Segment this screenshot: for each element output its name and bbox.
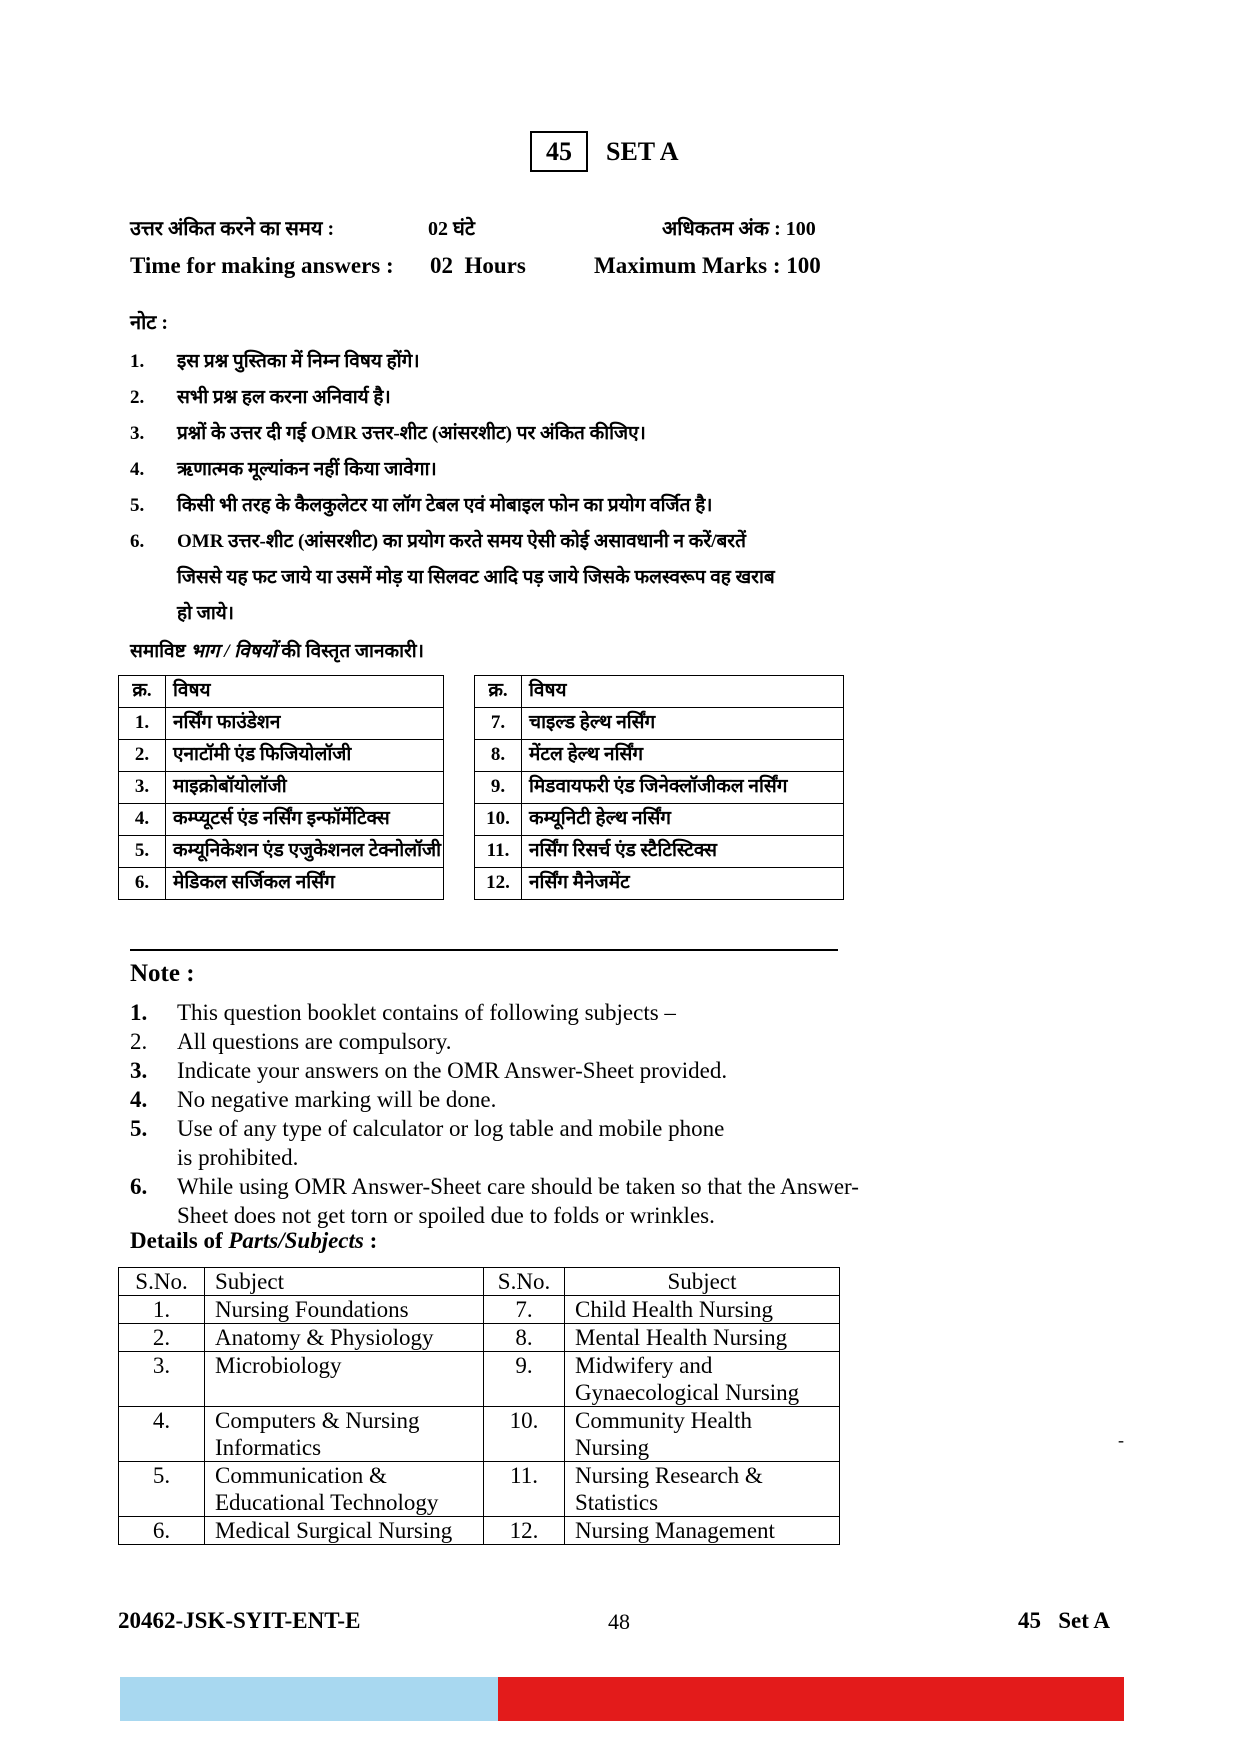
set-number-box	[530, 131, 588, 172]
time-label-english: Time for making answers :	[130, 253, 394, 278]
table-row: 3. माइक्रोबॉयोलॉजी 9. मिडवायफरी एंड जिनेक्लॉजीकल नर्सिंग	[119, 772, 844, 804]
list-item: 4. No negative marking will be done.	[130, 1087, 497, 1112]
table-row: 2. एनाटॉमी एंड फिजियोलॉजी 8. मेंटल हेल्थ नर्सिंग	[119, 740, 844, 772]
english-note-title: Note :	[130, 960, 195, 987]
table-row: 1. Nursing Foundations 7. Child Health Nursing	[119, 1296, 840, 1324]
hindi-details-heading: समाविष्ट भाग / विषयों की विस्तृत जानकारी।	[130, 641, 424, 662]
page-number: 48	[608, 1609, 630, 1634]
list-item: 5. किसी भी तरह के कैलकुलेटर या लॉग टेबल एवं मोबाइल फोन का प्रयोग वर्जित है।	[130, 495, 713, 516]
list-item: 6. While using OMR Answer-Sheet care should be taken so that the Answer-Sheet does not get torn or spoiled due to folds or wrinkles.	[130, 1174, 859, 1228]
list-item: 2. All questions are compulsory.	[130, 1029, 452, 1054]
table-row: 5. Communication & Educational Technology 11. Nursing Research & Statistics	[119, 1462, 840, 1517]
section-divider	[130, 949, 838, 951]
footer-set: 45 Set A	[1018, 1608, 1110, 1633]
english-subject-table	[118, 1267, 840, 1545]
max-marks-hindi: अधिकतम अंक : 100	[662, 218, 816, 240]
table-row: 1. नर्सिंग फाउंडेशन 7. चाइल्ड हेल्थ नर्सिंग	[119, 708, 844, 740]
time-value-hindi: 02 घंटे	[428, 218, 475, 240]
max-marks-english: Maximum Marks : 100	[594, 253, 821, 278]
footer-color-bar-blue	[120, 1677, 498, 1721]
list-item: 2. सभी प्रश्न हल करना अनिवार्य है।	[130, 387, 391, 408]
list-item: 6. OMR उत्तर-शीट (आंसरशीट) का प्रयोग करते समय ऐसी कोई असावधानी न करें/बरतें जिससे यह फट जाये या उसमें मोड़ या सिलवट आदि पड़ जाये जिसके फलस्वरूप वह खराब हो जाये।	[130, 531, 775, 624]
time-value-english: 02 Hours	[430, 253, 526, 278]
english-details-heading: Details of Parts/Subjects :	[130, 1228, 378, 1253]
table-row: 2. Anatomy & Physiology 8. Mental Health Nursing	[119, 1324, 840, 1352]
english-note-list	[130, 998, 890, 1230]
list-item: 3. Indicate your answers on the OMR Answer-Sheet provided.	[130, 1058, 728, 1083]
list-item: 1. इस प्रश्न पुस्तिका में निम्न विषय होंगे।	[130, 351, 420, 372]
list-item: 3. प्रश्नों के उत्तर दी गई OMR उत्तर-शीट (आंसरशीट) पर अंकित कीजिए।	[130, 423, 646, 444]
hindi-subject-table	[118, 675, 844, 900]
table-row: 3. Microbiology 9. Midwifery and Gynaecological Nursing	[119, 1352, 840, 1407]
list-item: 4. ऋणात्मक मूल्यांकन नहीं किया जावेगा।	[130, 459, 437, 480]
stray-mark: -	[1118, 1430, 1124, 1450]
table-row: 5. कम्यूनिकेशन एंड एजुकेशनल टेक्नोलॉजी 11. नर्सिंग रिसर्च एंड स्टैटिस्टिक्स	[119, 836, 844, 868]
table-header-row: S.No. Subject S.No. Subject	[119, 1268, 840, 1296]
table-header-row: क्र. विषय क्र. विषय	[119, 676, 844, 708]
table-row: 4. Computers & Nursing Informatics 10. Community Health Nursing	[119, 1407, 840, 1462]
hindi-note-title: नोट :	[130, 312, 169, 334]
footer-code: 20462-JSK-SYIT-ENT-E	[118, 1608, 361, 1633]
time-label-hindi: उत्तर अंकित करने का समय :	[130, 218, 335, 240]
table-row: 6. मेडिकल सर्जिकल नर्सिंग 12. नर्सिंग मैनेजमेंट	[119, 868, 844, 900]
table-row: 4. कम्प्यूटर्स एंड नर्सिंग इन्फॉर्मेटिक्स 10. कम्यूनिटी हेल्थ नर्सिंग	[119, 804, 844, 836]
hindi-note-list	[130, 344, 850, 632]
set-number: 45	[546, 136, 572, 166]
set-label: SET A	[606, 137, 679, 166]
list-item: 1. This question booklet contains of following subjects –	[130, 1000, 676, 1025]
footer-color-bar-red	[498, 1677, 1124, 1721]
list-item: 5. Use of any type of calculator or log table and mobile phone is prohibited.	[130, 1116, 725, 1170]
table-row: 6. Medical Surgical Nursing 12. Nursing Management	[119, 1517, 840, 1545]
